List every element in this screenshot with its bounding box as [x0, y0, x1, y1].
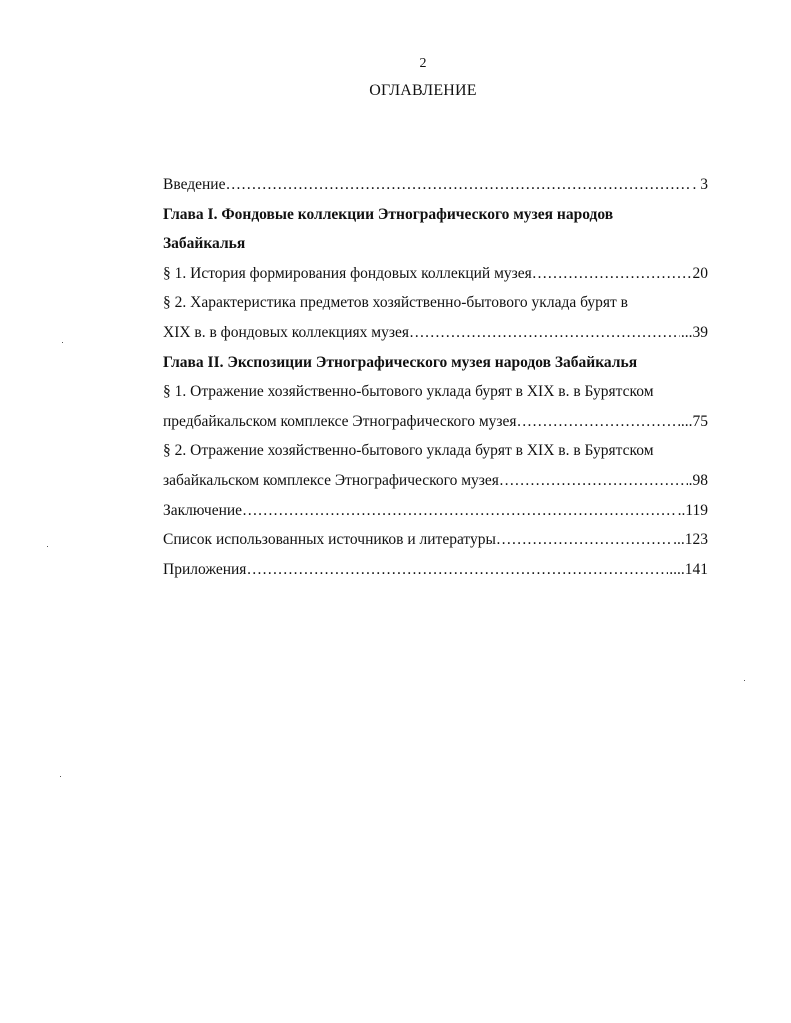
toc-page-number: 20 [692, 264, 708, 282]
toc-entry-text: § 2. Характеристика предметов хозяйственно-бытового уклада бурят в [163, 294, 628, 312]
toc-entry-row [163, 466, 708, 496]
toc-entry-text: XIX в. в фондовых коллекциях музея [163, 323, 409, 341]
toc-page-number: ....141 [669, 560, 708, 578]
toc-entry [163, 259, 708, 289]
toc-leader-dots [532, 259, 692, 289]
toc-entry-text: Забайкалья [163, 235, 246, 253]
toc-entry [163, 318, 708, 348]
toc-page-number: ..119 [677, 501, 708, 519]
page-title: ОГЛАВЛЕНИЕ [369, 82, 477, 99]
toc-entry-text: Глава I. Фондовые коллекции Этнографического музея народов [163, 205, 614, 223]
toc-entry-text: Введение [163, 176, 226, 193]
toc-page-number: ...123 [673, 531, 708, 549]
toc-entry-text: предбайкальском комплексе Этнографического музея [163, 412, 517, 430]
toc-heading-line [163, 229, 708, 259]
toc-entry-text: Приложения [163, 560, 247, 578]
toc-entry-text: забайкальском комплексе Этнографического музея [163, 471, 499, 489]
toc-heading-line [163, 200, 708, 230]
toc-entry [163, 496, 708, 526]
toc-entry-row [163, 318, 708, 348]
toc-heading-line [163, 288, 708, 318]
toc-entry-text: Список использованных источников и литературы [163, 531, 496, 549]
toc-entry-text: Глава II. Экспозиции Этнографического музея народов Забайкалья [163, 353, 638, 371]
scan-speck [60, 776, 61, 777]
page-number: 2 [419, 56, 427, 71]
toc-heading-line [163, 377, 708, 407]
scan-speck [47, 546, 48, 547]
toc-page-number: ...39 [680, 323, 708, 341]
table-of-contents [163, 170, 708, 584]
toc-leader-dots [517, 407, 680, 437]
toc-heading-line [163, 436, 708, 466]
toc-entry-text: § 1. История формирования фондовых коллекций музея [163, 264, 532, 282]
toc-entry [163, 170, 708, 200]
toc-leader-dots [246, 555, 668, 585]
toc-leader-dots [496, 525, 672, 555]
toc-entry-text: § 1. Отражение хозяйственно-бытового уклада бурят в XIX в. в Бурятском [163, 383, 654, 401]
toc-entry-row [163, 407, 708, 437]
toc-entry [163, 466, 708, 496]
scan-speck [62, 342, 63, 343]
toc-entry-text: § 2. Отражение хозяйственно-бытового уклада бурят в XIX в. в Бурятском [163, 442, 654, 460]
toc-heading-line [163, 348, 708, 378]
toc-entry [163, 555, 708, 585]
toc-entry [163, 525, 708, 555]
toc-entry [163, 407, 708, 437]
toc-page-number: .98 [688, 471, 708, 489]
toc-leader-dots [499, 466, 688, 496]
toc-entry-row [163, 259, 708, 289]
scan-speck [744, 680, 745, 681]
toc-page-number: ...75 [680, 412, 708, 430]
toc-leader-dots [409, 318, 680, 348]
toc-entry-row [163, 170, 708, 200]
toc-leader-dots [242, 496, 677, 526]
toc-page-number: . 3 [692, 176, 708, 193]
toc-entry-row [163, 496, 708, 526]
toc-entry-text: Заключение [163, 501, 243, 519]
toc-entry-row [163, 525, 708, 555]
toc-leader-dots [225, 170, 691, 200]
toc-entry-row [163, 555, 708, 585]
